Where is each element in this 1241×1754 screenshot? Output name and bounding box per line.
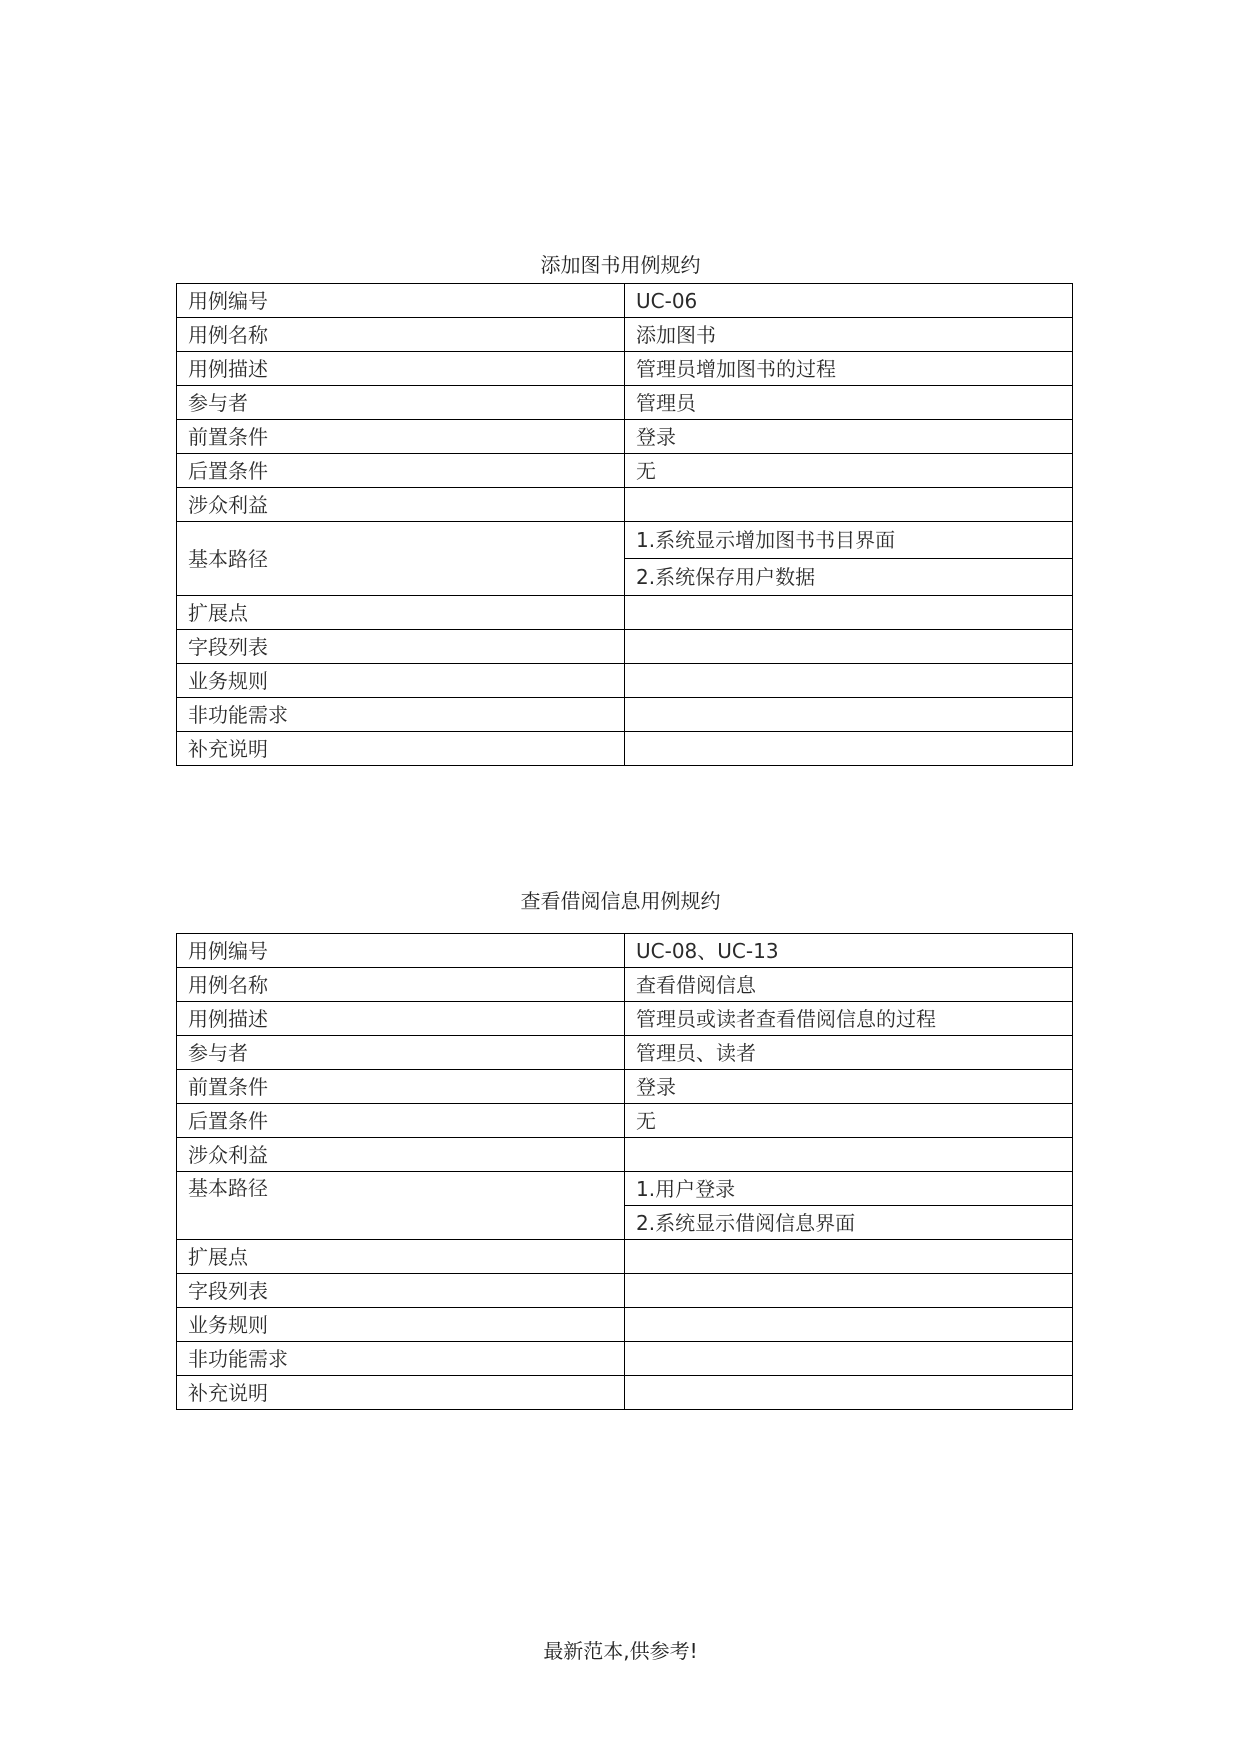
table-row: [177, 1274, 1073, 1308]
row-label: 业务规则: [177, 1308, 625, 1342]
row-value: [625, 1240, 1073, 1274]
row-label: 涉众利益: [177, 488, 625, 522]
table-row: [177, 352, 1073, 386]
row-label: 用例名称: [177, 318, 625, 352]
table-row: [177, 1070, 1073, 1104]
row-value: 管理员: [625, 386, 1073, 420]
row-value: 添加图书: [625, 318, 1073, 352]
row-value: [625, 664, 1073, 698]
row-value: 登录: [625, 420, 1073, 454]
row-value: 查看借阅信息: [625, 968, 1073, 1002]
row-value: 管理员增加图书的过程: [625, 352, 1073, 386]
row-label: 参与者: [177, 386, 625, 420]
table-row: [177, 420, 1073, 454]
row-label: 前置条件: [177, 1070, 625, 1104]
table-row: [177, 1104, 1073, 1138]
row-value: UC-08、UC-13: [625, 934, 1073, 968]
row-label: 字段列表: [177, 1274, 625, 1308]
basic-path-step: 2.系统保存用户数据: [625, 559, 1073, 596]
basic-path-label: 基本路径: [177, 522, 625, 596]
row-value: 无: [625, 1104, 1073, 1138]
table-row: [177, 1342, 1073, 1376]
row-value: [625, 596, 1073, 630]
table-row: [177, 284, 1073, 318]
row-label: 涉众利益: [177, 1138, 625, 1172]
table-row: [177, 488, 1073, 522]
row-value: [625, 630, 1073, 664]
table-row: [177, 968, 1073, 1002]
row-value: [625, 1308, 1073, 1342]
table-row: [177, 1036, 1073, 1070]
row-label: 补充说明: [177, 1376, 625, 1410]
table-row: [177, 1172, 1073, 1206]
table-row: [177, 1002, 1073, 1036]
row-value: [625, 732, 1073, 766]
table-row: [177, 522, 1073, 559]
row-label: 非功能需求: [177, 1342, 625, 1376]
table-row: [177, 732, 1073, 766]
table-row: [177, 454, 1073, 488]
row-value: 管理员或读者查看借阅信息的过程: [625, 1002, 1073, 1036]
table-row: [177, 1138, 1073, 1172]
table-row: [177, 596, 1073, 630]
row-label: 业务规则: [177, 664, 625, 698]
row-value: [625, 1138, 1073, 1172]
row-label: 用例描述: [177, 352, 625, 386]
row-label: 参与者: [177, 1036, 625, 1070]
row-label: 扩展点: [177, 596, 625, 630]
row-value: [625, 698, 1073, 732]
row-value: UC-06: [625, 284, 1073, 318]
row-label: 用例编号: [177, 284, 625, 318]
row-label: 用例编号: [177, 934, 625, 968]
use-case-table-add-book: [176, 283, 1073, 766]
table-row: [177, 698, 1073, 732]
use-case-table-view-borrow-info: [176, 933, 1073, 1410]
row-label: 字段列表: [177, 630, 625, 664]
row-value: 管理员、读者: [625, 1036, 1073, 1070]
table-row: [177, 386, 1073, 420]
row-label: 非功能需求: [177, 698, 625, 732]
row-label: 用例名称: [177, 968, 625, 1002]
table-row: [177, 1308, 1073, 1342]
table1-title: 添加图书用例规约: [540, 253, 701, 277]
table2-title: 查看借阅信息用例规约: [520, 889, 721, 913]
basic-path-step: 2.系统显示借阅信息界面: [625, 1206, 1073, 1240]
table-row: [177, 934, 1073, 968]
row-label: 后置条件: [177, 1104, 625, 1138]
row-value: 登录: [625, 1070, 1073, 1104]
table-row: [177, 664, 1073, 698]
table-row: [177, 1376, 1073, 1410]
row-label: 扩展点: [177, 1240, 625, 1274]
row-value: [625, 1274, 1073, 1308]
row-label: 前置条件: [177, 420, 625, 454]
footer-note: 最新范本,供参考!: [543, 1639, 698, 1663]
table-row: [177, 630, 1073, 664]
row-label: 用例描述: [177, 1002, 625, 1036]
basic-path-step: 1.系统显示增加图书书目界面: [625, 522, 1073, 559]
basic-path-step: 1.用户登录: [625, 1172, 1073, 1206]
basic-path-label: 基本路径: [177, 1172, 625, 1240]
row-value: [625, 1376, 1073, 1410]
row-value: 无: [625, 454, 1073, 488]
table-row: [177, 318, 1073, 352]
row-value: [625, 1342, 1073, 1376]
row-label: 后置条件: [177, 454, 625, 488]
table-row: [177, 1240, 1073, 1274]
row-label: 补充说明: [177, 732, 625, 766]
row-value: [625, 488, 1073, 522]
